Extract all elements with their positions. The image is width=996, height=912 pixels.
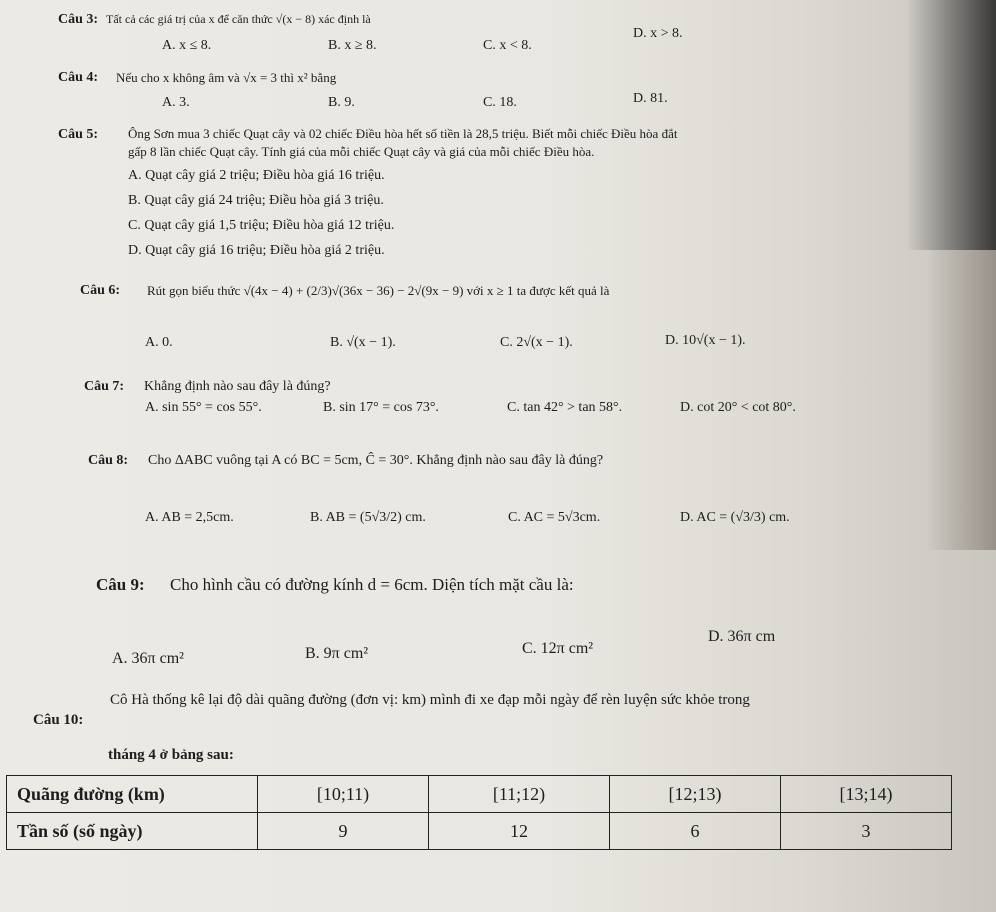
q3-label: Câu 3: <box>58 12 99 27</box>
q8-option-c: C. AC = 5√3cm. <box>508 510 601 525</box>
table-row <box>7 776 952 813</box>
q6-text: Rút gọn biểu thức √(4x − 4) + (2/3)√(36x − 36) − 2√(9x − 9) với x ≥ 1 ta được kết quả là <box>147 283 610 298</box>
q5-option-c: C. Quạt cây giá 1,5 triệu; Điều hòa giá 12 triệu. <box>128 218 395 233</box>
distance-frequency-table <box>6 775 952 850</box>
row-header-distance: Quãng đường (km) <box>7 776 258 813</box>
q4-option-b: B. 9. <box>328 95 355 110</box>
frequency-cell: 12 <box>429 813 610 850</box>
q3-option-a: A. x ≤ 8. <box>162 38 212 53</box>
q8-option-a: A. AB = 2,5cm. <box>145 510 234 525</box>
q4-option-d: D. 81. <box>633 91 668 106</box>
q9-option-d: D. 36π cm <box>708 628 776 645</box>
q6-option-d: D. 10√(x − 1). <box>665 333 746 348</box>
frequency-cell: 6 <box>610 813 781 850</box>
q9-label: Câu 9: <box>96 575 145 594</box>
q9-option-b: B. 9π cm² <box>305 645 369 662</box>
q9-option-c: C. 12π cm² <box>522 640 594 657</box>
q4-label: Câu 4: <box>58 70 99 85</box>
q7-text: Khẳng định nào sau đây là đúng? <box>144 379 331 394</box>
q6-option-c: C. 2√(x − 1). <box>500 335 573 350</box>
q7-option-a: A. sin 55° = cos 55°. <box>145 400 262 415</box>
q5-option-a: A. Quạt cây giá 2 triệu; Điều hòa giá 16 triệu. <box>128 168 385 183</box>
q7-option-d: D. cot 20° < cot 80°. <box>680 400 796 415</box>
q5-line-2: gấp 8 lần chiếc Quạt cây. Tính giá của mỗi chiếc Quạt cây và giá của mỗi chiếc Điều hòa. <box>128 144 595 159</box>
q10-line-1: Cô Hà thống kê lại độ dài quãng đường (đơn vị: km) mình đi xe đạp mỗi ngày để rèn luyện sức khỏe trong <box>110 692 750 708</box>
q8-text: Cho ΔABC vuông tại A có BC = 5cm, Ĉ = 30°. Khẳng định nào sau đây là đúng? <box>148 453 604 468</box>
interval-cell: [10;11) <box>258 776 429 813</box>
q10-line-2: tháng 4 ở bảng sau: <box>108 747 234 763</box>
q8-option-d: D. AC = (√3/3) cm. <box>680 510 790 525</box>
q5-option-b: B. Quạt cây giá 24 triệu; Điều hòa giá 3 triệu. <box>128 193 384 208</box>
q9-text: Cho hình cầu có đường kính d = 6cm. Diện tích mặt cầu là: <box>170 575 574 594</box>
frequency-cell: 3 <box>781 813 952 850</box>
q6-label: Câu 6: <box>80 283 121 298</box>
q5-line-1: Ông Sơn mua 3 chiếc Quạt cây và 02 chiếc Điều hòa hết số tiền là 28,5 triệu. Biết mỗi chiếc Điều hòa đắt <box>128 126 678 141</box>
page-shadow-lower <box>926 250 996 550</box>
q3-text: Tất cả các giá trị của x để căn thức √(x − 8) xác định là <box>106 12 371 26</box>
interval-cell: [11;12) <box>429 776 610 813</box>
q7-option-b: B. sin 17° = cos 73°. <box>323 400 439 415</box>
q4-option-a: A. 3. <box>162 95 190 110</box>
q9-option-a: A. 36π cm² <box>112 650 184 667</box>
q5-option-d: D. Quạt cây giá 16 triệu; Điều hòa giá 2 triệu. <box>128 243 385 258</box>
q5-label: Câu 5: <box>58 127 99 142</box>
q6-option-b: B. √(x − 1). <box>330 335 396 350</box>
table-row <box>7 813 952 850</box>
page-shadow <box>906 0 996 250</box>
interval-cell: [13;14) <box>781 776 952 813</box>
q3-option-c: C. x < 8. <box>483 38 532 53</box>
row-header-frequency: Tần số (số ngày) <box>7 813 258 850</box>
interval-cell: [12;13) <box>610 776 781 813</box>
q10-label: Câu 10: <box>33 712 84 728</box>
q8-option-b: B. AB = (5√3/2) cm. <box>310 510 426 525</box>
q6-option-a: A. 0. <box>145 335 173 350</box>
q7-label: Câu 7: <box>84 379 125 394</box>
q7-option-c: C. tan 42° > tan 58°. <box>507 400 623 415</box>
q4-text: Nếu cho x không âm và √x = 3 thì x² bằng <box>116 70 337 85</box>
frequency-cell: 9 <box>258 813 429 850</box>
q8-label: Câu 8: <box>88 453 129 468</box>
q3-option-b: B. x ≥ 8. <box>328 38 377 53</box>
q3-option-d: D. x > 8. <box>633 26 683 41</box>
q4-option-c: C. 18. <box>483 95 517 110</box>
